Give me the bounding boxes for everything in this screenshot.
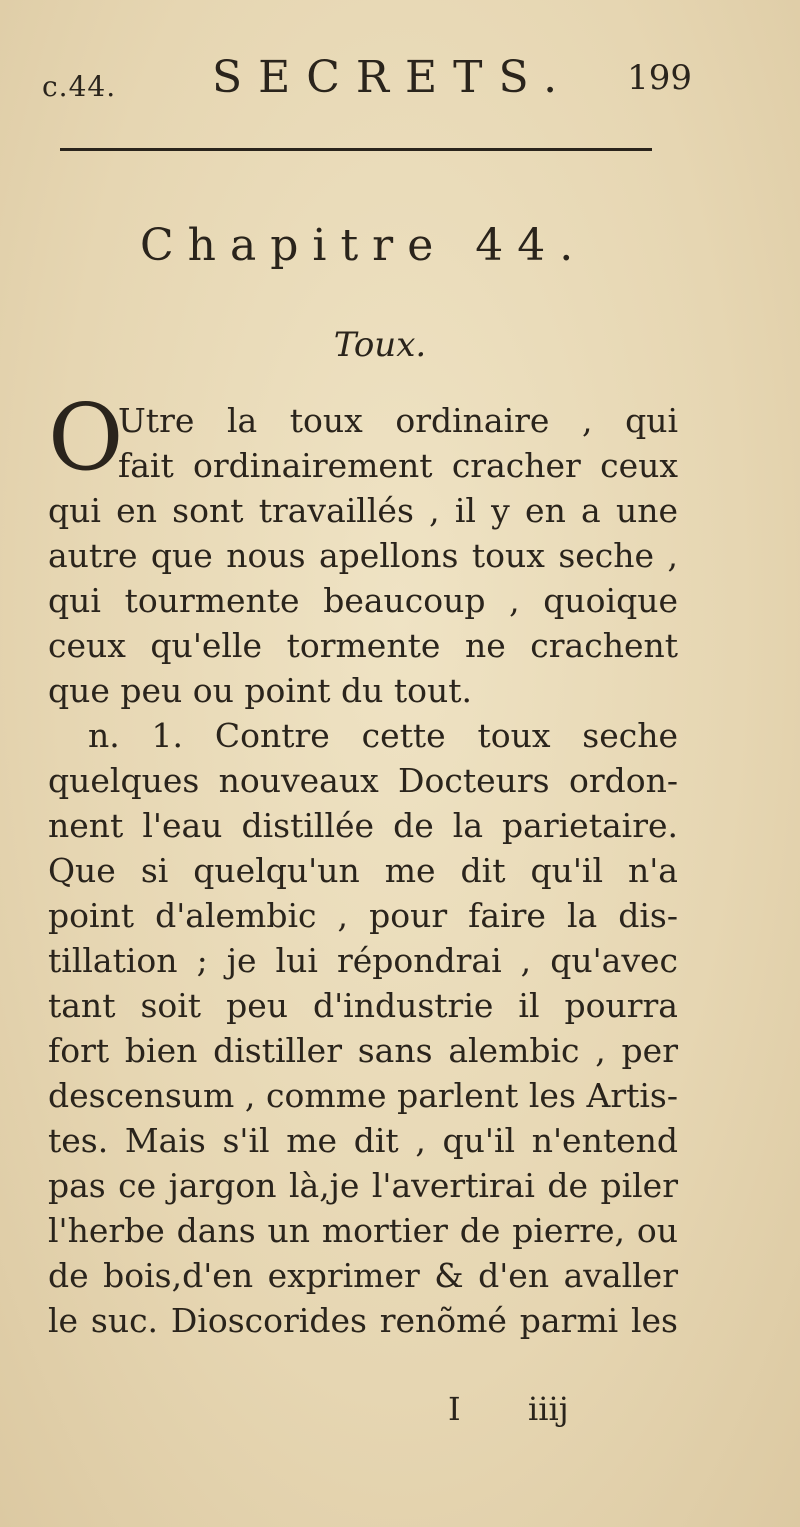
text-line: de bois,d'en exprimer & d'en avaller	[48, 1256, 678, 1295]
section-signature: c.44.	[42, 70, 117, 103]
text-line: point d'alembic , pour faire la dis-	[48, 896, 678, 935]
text-line: Utre la toux ordinaire , qui	[118, 401, 678, 440]
text-line: le suc. Dioscorides renõmé parmi les	[48, 1301, 678, 1340]
text-line: autre que nous apellons toux seche ,	[48, 536, 678, 575]
text-line: l'herbe dans un mortier de pierre, ou	[48, 1211, 678, 1250]
text-line: ceux qu'elle tormente ne crachent	[48, 626, 678, 665]
text-line: qui en sont travaillés , il y en a une	[48, 491, 678, 530]
text-line: tant soit peu d'industrie il pourra	[48, 986, 678, 1025]
text-line: Que si quelqu'un me dit qu'il n'a	[48, 851, 678, 890]
text-line: tillation ; je lui répondrai , qu'avec	[48, 941, 678, 980]
text-line: n. 1. Contre cette toux seche	[88, 716, 678, 755]
gathering-number: iiij	[528, 1390, 569, 1428]
text-line: qui tourmente beaucoup , quoique	[48, 581, 678, 620]
drop-cap: O	[48, 384, 124, 491]
text-line: fort bien distiller sans alembic , per	[48, 1031, 678, 1070]
text-line: nent l'eau distillée de la parietaire.	[48, 806, 678, 845]
text-line: tes. Mais s'il me dit , qu'il n'entend	[48, 1121, 678, 1160]
text-line: fait ordinairement cracher ceux	[118, 446, 678, 485]
text-line: quelques nouveaux Docteurs ordon-	[48, 761, 678, 800]
page-header	[42, 52, 692, 102]
chapter-subtitle: Toux.	[333, 325, 427, 365]
gathering-signature: I	[448, 1390, 461, 1428]
text-line: que peu ou point du tout.	[48, 671, 472, 710]
chapter-title: Chapitre 44.	[140, 220, 588, 271]
text-line: descensum , comme parlent les Artis-	[48, 1076, 678, 1115]
page-footer	[0, 1390, 800, 1430]
header-rule	[60, 148, 652, 151]
running-title: SECRETS.	[212, 52, 574, 103]
text-line: pas ce jargon là,je l'avertirai de piler	[48, 1166, 678, 1205]
page-number: 199	[627, 58, 692, 98]
